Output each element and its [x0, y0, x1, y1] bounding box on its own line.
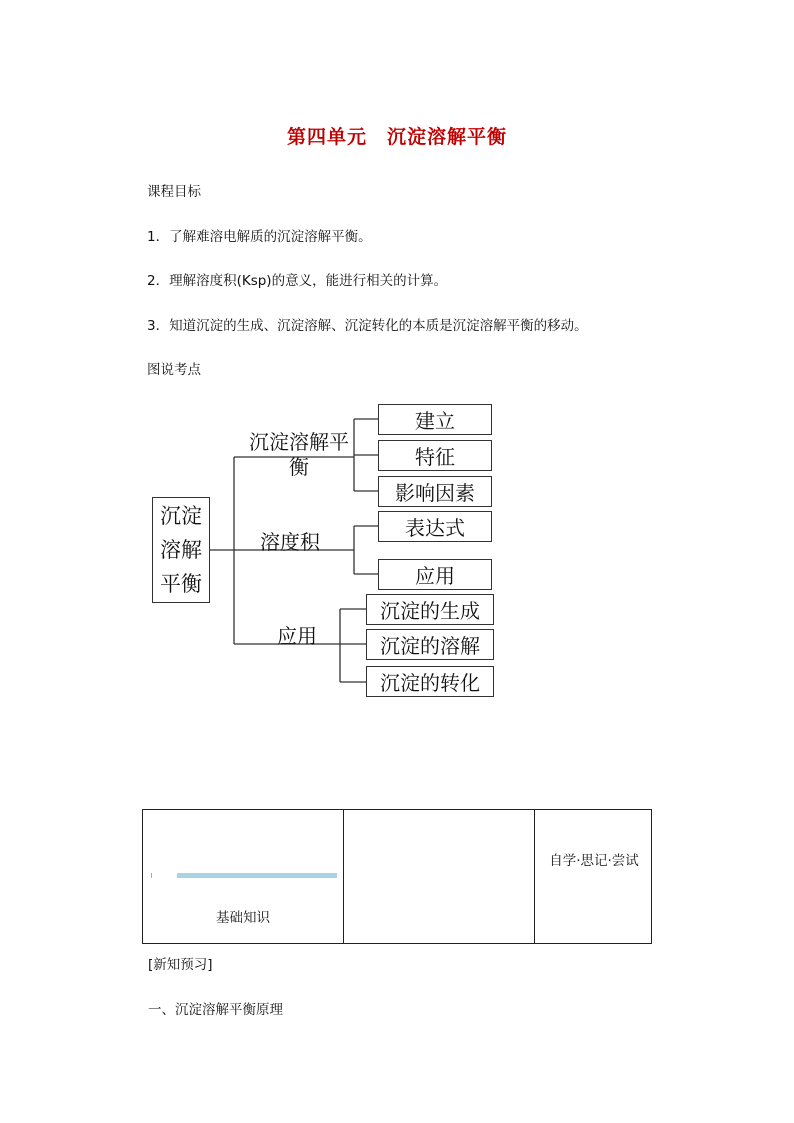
node-precipitate-dissolution: 沉淀的溶解: [366, 629, 494, 660]
objectives-heading: 课程目标: [147, 184, 201, 200]
section-heading: 一、沉淀溶解平衡原理: [148, 1002, 283, 1018]
node-characteristics: 特征: [378, 440, 492, 471]
table-cell-left: [143, 810, 344, 943]
section-bar: [177, 873, 337, 878]
bar-tick: [151, 873, 152, 878]
objective-2: 2．理解溶度积(Ksp)的意义，能进行相关的计算。: [147, 273, 448, 289]
basic-knowledge-label: 基础知识: [216, 910, 270, 926]
node-precipitate-formation: 沉淀的生成: [366, 594, 494, 625]
page-title: 第四单元 沉淀溶解平衡: [286, 126, 507, 148]
node-establish: 建立: [378, 404, 492, 435]
branch-label-ksp: 溶度积: [260, 530, 320, 554]
objective-3: 3．知道沉淀的生成、沉淀溶解、沉淀转化的本质是沉淀溶解平衡的移动。: [147, 318, 588, 334]
new-knowledge-preview-label: [新知预习]: [148, 957, 213, 973]
self-study-label: 自学·思记·尝试: [549, 853, 639, 869]
concept-map: [140, 395, 510, 705]
branch-label-application: 应用: [277, 624, 317, 648]
diagram-heading: 图说考点: [147, 362, 201, 378]
table-cell-middle: [344, 810, 535, 943]
node-influencing-factors: 影响因素: [378, 476, 492, 507]
table-cell-right: [535, 810, 651, 943]
branch-label-equilibrium: 沉淀溶解平衡: [249, 430, 349, 479]
node-ksp-application: 应用: [378, 559, 492, 590]
knowledge-table: [142, 809, 652, 944]
objective-1: 1．了解难溶电解质的沉淀溶解平衡。: [147, 229, 372, 245]
node-expression: 表达式: [378, 511, 492, 542]
root-node: 沉淀溶解平衡: [152, 497, 210, 603]
node-precipitate-conversion: 沉淀的转化: [366, 666, 494, 697]
